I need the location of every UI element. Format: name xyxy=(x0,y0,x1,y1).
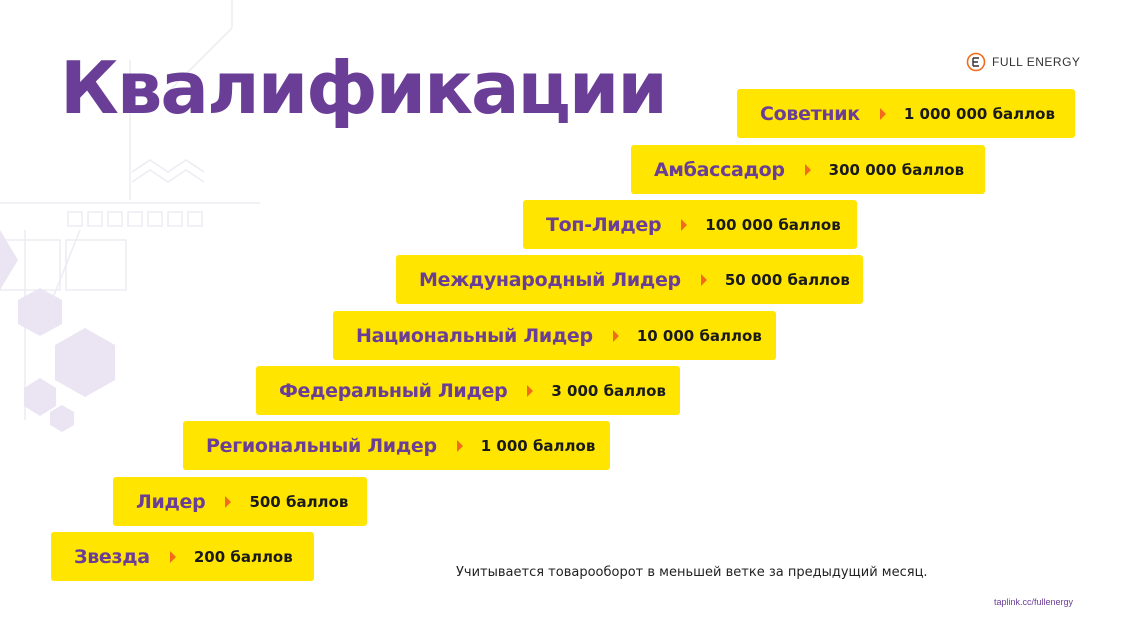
qualification-points: 1 000 000 баллов xyxy=(903,104,1055,123)
qualification-step-federalny-lider xyxy=(256,366,680,415)
qualification-step-regionalny-lider xyxy=(183,421,610,470)
qualification-name: Советник xyxy=(760,102,860,125)
arrow-right-icon xyxy=(457,440,463,452)
arrow-right-icon xyxy=(225,496,231,508)
arrow-right-icon xyxy=(880,108,886,120)
qualification-name: Амбассадор xyxy=(654,158,785,181)
brand-logo xyxy=(966,52,1080,72)
qualification-step-lider xyxy=(113,477,367,526)
qualification-name: Топ-Лидер xyxy=(546,213,662,236)
qualification-name: Международный Лидер xyxy=(419,268,681,291)
footnote: Учитывается товарооборот в меньшей ветке за предыдущий месяц. xyxy=(456,565,928,580)
qualification-step-natsionalny-lider xyxy=(333,311,776,360)
page-title: Квалификации xyxy=(60,46,666,130)
qualification-step-top-lider xyxy=(523,200,857,249)
qualification-name: Региональный Лидер xyxy=(206,434,437,457)
qualification-step-zvezda xyxy=(51,532,314,581)
arrow-right-icon xyxy=(681,219,687,231)
qualification-points: 200 баллов xyxy=(193,547,293,566)
qualification-name: Федеральный Лидер xyxy=(279,379,508,402)
qualification-points: 1 000 баллов xyxy=(480,436,596,455)
qualification-points: 100 000 баллов xyxy=(705,215,841,234)
arrow-right-icon xyxy=(701,274,707,286)
arrow-right-icon xyxy=(613,330,619,342)
qualification-step-mezhdunarodny-lider xyxy=(396,255,863,304)
qualification-name: Звезда xyxy=(74,545,150,568)
qualification-points: 10 000 баллов xyxy=(636,326,762,345)
brand-name: FULL ENERGY xyxy=(992,55,1081,69)
qualification-name: Лидер xyxy=(136,490,206,513)
qualification-points: 50 000 баллов xyxy=(724,270,850,289)
qualification-step-ambassador xyxy=(631,145,985,194)
qualification-name: Национальный Лидер xyxy=(356,324,593,347)
qualification-points: 500 баллов xyxy=(249,492,349,511)
qualification-points: 3 000 баллов xyxy=(551,381,666,400)
arrow-right-icon xyxy=(170,551,176,563)
taplink-link[interactable]: taplink.cc/fullenergy xyxy=(994,597,1074,607)
qualification-points: 300 000 баллов xyxy=(828,160,965,179)
arrow-right-icon xyxy=(527,385,533,397)
qualification-step-sovetnik xyxy=(737,89,1075,138)
arrow-right-icon xyxy=(805,164,811,176)
full-energy-logo-icon xyxy=(966,52,986,72)
